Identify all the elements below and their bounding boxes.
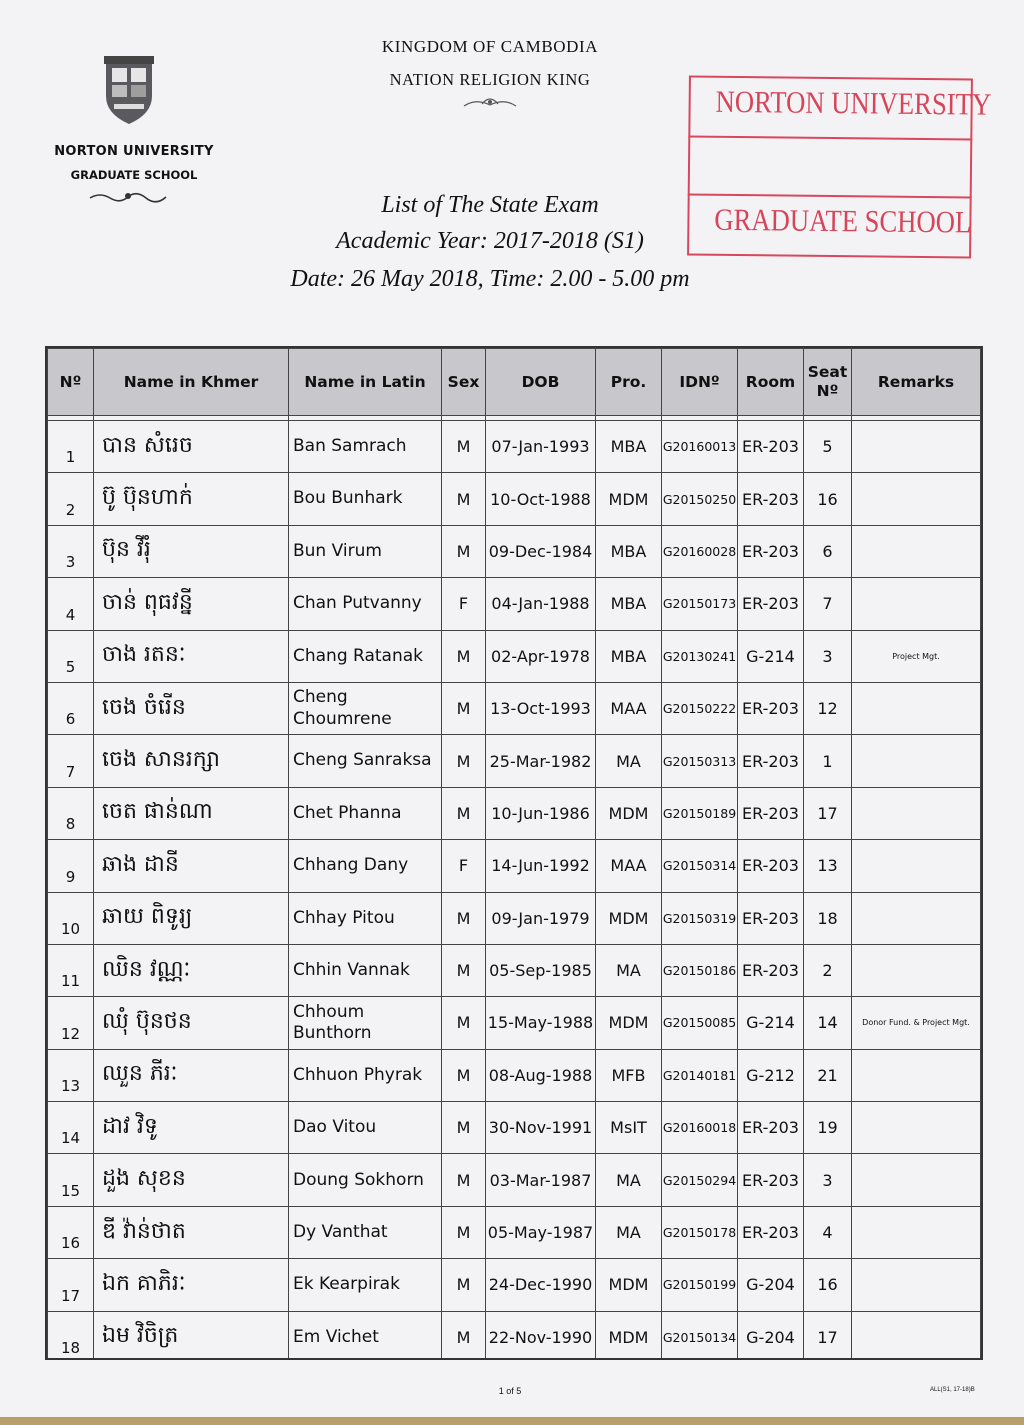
cell-no: 2 xyxy=(48,473,94,525)
table-row xyxy=(48,421,981,473)
col-header-no: Nº xyxy=(48,349,94,416)
cell-seat: 6 xyxy=(804,525,852,577)
document-code: ALL(S1, 17-18)B xyxy=(930,1387,975,1393)
cell-sex: M xyxy=(442,525,486,577)
cell-no: 1 xyxy=(48,421,94,473)
col-header-room: Room xyxy=(738,349,804,416)
table-row xyxy=(48,578,981,630)
cell-remarks: Project Mgt. xyxy=(852,630,981,682)
cell-no: 8 xyxy=(48,787,94,839)
cell-dob: 10-Oct-1988 xyxy=(486,473,596,525)
cell-dob: 07-Jan-1993 xyxy=(486,421,596,473)
cell-name-latin: Chet Phanna xyxy=(289,787,442,839)
cell-no: 9 xyxy=(48,840,94,892)
cell-remarks xyxy=(852,1154,981,1206)
cell-sex: M xyxy=(442,1154,486,1206)
cell-remarks xyxy=(852,1102,981,1154)
table-row xyxy=(48,1154,981,1206)
col-header-name-khmer: Name in Khmer xyxy=(94,349,289,416)
cell-dob: 05-Sep-1985 xyxy=(486,944,596,996)
cell-idn: G20160013 xyxy=(662,421,738,473)
exam-date-time: Date: 26 May 2018, Time: 2.00 - 5.00 pm xyxy=(290,266,690,292)
cell-sex: M xyxy=(442,421,486,473)
cell-remarks xyxy=(852,578,981,630)
cell-room: ER-203 xyxy=(738,473,804,525)
cell-name-khmer: ប៊ុន វីរុំ xyxy=(94,525,289,577)
norton-university-logo xyxy=(100,52,158,126)
table-row xyxy=(48,1259,981,1311)
kingdom-heading: KINGDOM OF CAMBODIA xyxy=(381,37,599,56)
cell-dob: 03-Mar-1987 xyxy=(486,1154,596,1206)
cell-room: G-204 xyxy=(738,1259,804,1311)
cell-no: 7 xyxy=(48,735,94,787)
cell-room: ER-203 xyxy=(738,840,804,892)
cell-no: 17 xyxy=(48,1259,94,1311)
cell-name-latin: Chhoum Bunthorn xyxy=(289,997,442,1049)
cell-name-latin: Ek Kearpirak xyxy=(289,1259,442,1311)
col-header-sex: Sex xyxy=(442,349,486,416)
cell-seat: 2 xyxy=(804,944,852,996)
cell-idn: G20150199 xyxy=(662,1259,738,1311)
cell-name-latin: Cheng Sanraksa xyxy=(289,735,442,787)
cell-sex: M xyxy=(442,1259,486,1311)
cell-idn: G20150222 xyxy=(662,682,738,734)
cell-sex: M xyxy=(442,997,486,1049)
cell-room: ER-203 xyxy=(738,1154,804,1206)
cell-program: MBA xyxy=(596,525,662,577)
cell-no: 10 xyxy=(48,892,94,944)
table-row xyxy=(48,1049,981,1101)
cell-sex: M xyxy=(442,787,486,839)
cell-idn: G20150294 xyxy=(662,1154,738,1206)
stamp-middle-box xyxy=(688,136,973,199)
cell-name-khmer: ឆាង ដានី xyxy=(94,840,289,892)
ornament-icon xyxy=(88,190,168,204)
cell-sex: M xyxy=(442,682,486,734)
cell-name-latin: Chhay Pitou xyxy=(289,892,442,944)
cell-no: 15 xyxy=(48,1154,94,1206)
cell-name-khmer: ចាង រតនៈ xyxy=(94,630,289,682)
cell-seat: 5 xyxy=(804,421,852,473)
cell-name-khmer: ឈិន វណ្ណៈ xyxy=(94,944,289,996)
cell-name-khmer: ឯម វិចិត្រ xyxy=(94,1311,289,1360)
cell-program: MAA xyxy=(596,682,662,734)
table-row xyxy=(48,840,981,892)
cell-seat: 4 xyxy=(804,1206,852,1258)
cell-room: ER-203 xyxy=(738,735,804,787)
cell-room: G-212 xyxy=(738,1049,804,1101)
cell-seat: 16 xyxy=(804,473,852,525)
cell-sex: M xyxy=(442,1102,486,1154)
cell-dob: 15-May-1988 xyxy=(486,997,596,1049)
cell-no: 11 xyxy=(48,944,94,996)
cell-room: ER-203 xyxy=(738,421,804,473)
cell-name-latin: Dy Vanthat xyxy=(289,1206,442,1258)
cell-sex: M xyxy=(442,735,486,787)
cell-room: ER-203 xyxy=(738,578,804,630)
university-name: NORTON UNIVERSITY xyxy=(54,144,214,159)
cell-seat: 16 xyxy=(804,1259,852,1311)
cell-remarks xyxy=(852,421,981,473)
cell-room: ER-203 xyxy=(738,682,804,734)
table-header-row xyxy=(48,349,981,416)
cell-program: MBA xyxy=(596,421,662,473)
cell-name-khmer: ឈួន ភីរៈ xyxy=(94,1049,289,1101)
cell-dob: 02-Apr-1978 xyxy=(486,630,596,682)
table-row xyxy=(48,1102,981,1154)
cell-idn: G20140181 xyxy=(662,1049,738,1101)
cell-sex: M xyxy=(442,892,486,944)
cell-seat: 12 xyxy=(804,682,852,734)
cell-dob: 10-Jun-1986 xyxy=(486,787,596,839)
cell-remarks xyxy=(852,682,981,734)
cell-idn: G20150314 xyxy=(662,840,738,892)
col-header-remarks: Remarks xyxy=(852,349,981,416)
cell-no: 16 xyxy=(48,1206,94,1258)
cell-remarks: Donor Fund. & Project Mgt. xyxy=(852,997,981,1049)
cell-program: MA xyxy=(596,944,662,996)
cell-idn: G20150319 xyxy=(662,892,738,944)
cell-seat: 3 xyxy=(804,1154,852,1206)
cell-no: 13 xyxy=(48,1049,94,1101)
cell-name-latin: Chhang Dany xyxy=(289,840,442,892)
cell-remarks xyxy=(852,892,981,944)
table-row xyxy=(48,630,981,682)
cell-program: MAA xyxy=(596,840,662,892)
col-header-seat: Seat Nº xyxy=(804,349,852,416)
cell-idn: G20150178 xyxy=(662,1206,738,1258)
cell-dob: 30-Nov-1991 xyxy=(486,1102,596,1154)
cell-name-latin: Chhuon Phyrak xyxy=(289,1049,442,1101)
cell-program: MFB xyxy=(596,1049,662,1101)
table-row xyxy=(48,892,981,944)
page-number: 1 of 5 xyxy=(498,1386,522,1396)
cell-remarks xyxy=(852,525,981,577)
cell-idn: G20150189 xyxy=(662,787,738,839)
cell-name-khmer: ដាវ វិទូ xyxy=(94,1102,289,1154)
cell-room: G-204 xyxy=(738,1311,804,1360)
cell-program: MA xyxy=(596,1206,662,1258)
cell-seat: 21 xyxy=(804,1049,852,1101)
cell-idn: G20130241 xyxy=(662,630,738,682)
cell-idn: G20150186 xyxy=(662,944,738,996)
cell-sex: M xyxy=(442,944,486,996)
school-name: GRADUATE SCHOOL xyxy=(70,168,198,182)
cell-idn: G20150173 xyxy=(662,578,738,630)
cell-no: 18 xyxy=(48,1311,94,1360)
cell-name-khmer: ចេត ផាន់ណា xyxy=(94,787,289,839)
cell-name-khmer: ប៊ូ ប៊ុនហាក់ xyxy=(94,473,289,525)
cell-program: MsIT xyxy=(596,1102,662,1154)
col-header-dob: DOB xyxy=(486,349,596,416)
cell-remarks xyxy=(852,1206,981,1258)
cell-idn: G20160018 xyxy=(662,1102,738,1154)
cell-remarks xyxy=(852,1311,981,1360)
cell-name-latin: Bou Bunhark xyxy=(289,473,442,525)
cell-sex: F xyxy=(442,840,486,892)
center-ornament-icon xyxy=(462,94,518,112)
cell-dob: 08-Aug-1988 xyxy=(486,1049,596,1101)
cell-dob: 24-Dec-1990 xyxy=(486,1259,596,1311)
table-row xyxy=(48,525,981,577)
cell-sex: M xyxy=(442,630,486,682)
cell-name-khmer: ចេង សានរក្សា xyxy=(94,735,289,787)
cell-name-latin: Cheng Choumrene xyxy=(289,682,442,734)
cell-idn: G20160028 xyxy=(662,525,738,577)
cell-room: ER-203 xyxy=(738,1206,804,1258)
cell-program: MDM xyxy=(596,787,662,839)
cell-seat: 7 xyxy=(804,578,852,630)
cell-sex: M xyxy=(442,473,486,525)
cell-dob: 04-Jan-1988 xyxy=(486,578,596,630)
cell-program: MBA xyxy=(596,630,662,682)
cell-room: ER-203 xyxy=(738,525,804,577)
stamp-top-text: NORTON UNIVERSITY xyxy=(715,83,992,122)
cell-dob: 14-Jun-1992 xyxy=(486,840,596,892)
cell-program: MDM xyxy=(596,892,662,944)
cell-no: 14 xyxy=(48,1102,94,1154)
table-row xyxy=(48,735,981,787)
cell-name-khmer: ឯក គាភិរៈ xyxy=(94,1259,289,1311)
cell-program: MDM xyxy=(596,997,662,1049)
cell-dob: 09-Dec-1984 xyxy=(486,525,596,577)
cell-sex: M xyxy=(442,1049,486,1101)
cell-name-latin: Bun Virum xyxy=(289,525,442,577)
cell-name-khmer: ឆាយ ពិទូរ្យ xyxy=(94,892,289,944)
cell-seat: 1 xyxy=(804,735,852,787)
cell-room: G-214 xyxy=(738,997,804,1049)
cell-program: MDM xyxy=(596,473,662,525)
cell-name-khmer: បាន សំរេច xyxy=(94,421,289,473)
cell-room: G-214 xyxy=(738,630,804,682)
document-title: List of The State Exam xyxy=(381,192,599,218)
cell-remarks xyxy=(852,944,981,996)
cell-room: ER-203 xyxy=(738,892,804,944)
cell-seat: 14 xyxy=(804,997,852,1049)
table-row xyxy=(48,787,981,839)
cell-sex: M xyxy=(442,1206,486,1258)
cell-program: MBA xyxy=(596,578,662,630)
table-row xyxy=(48,944,981,996)
cell-room: ER-203 xyxy=(738,1102,804,1154)
cell-name-khmer: ចេង ចំរើន xyxy=(94,682,289,734)
cell-program: MDM xyxy=(596,1311,662,1360)
cell-name-latin: Chan Putvanny xyxy=(289,578,442,630)
cell-seat: 17 xyxy=(804,787,852,839)
cell-dob: 22-Nov-1990 xyxy=(486,1311,596,1360)
cell-name-latin: Doung Sokhorn xyxy=(289,1154,442,1206)
cell-dob: 13-Oct-1993 xyxy=(486,682,596,734)
cell-program: MA xyxy=(596,735,662,787)
cell-remarks xyxy=(852,1259,981,1311)
cell-room: ER-203 xyxy=(738,944,804,996)
cell-name-latin: Chang Ratanak xyxy=(289,630,442,682)
cell-seat: 19 xyxy=(804,1102,852,1154)
cell-name-latin: Em Vichet xyxy=(289,1311,442,1360)
table-row xyxy=(48,1206,981,1258)
col-header-program: Pro. xyxy=(596,349,662,416)
cell-no: 4 xyxy=(48,578,94,630)
cell-remarks xyxy=(852,787,981,839)
cell-name-khmer: ដួង សុខន xyxy=(94,1154,289,1206)
cell-name-latin: Dao Vitou xyxy=(289,1102,442,1154)
table-row xyxy=(48,997,981,1049)
table-row xyxy=(48,1311,981,1360)
cell-name-khmer: ឈុំ ប៊ុនថន xyxy=(94,997,289,1049)
national-motto: NATION RELIGION KING xyxy=(389,70,591,89)
cell-name-latin: Ban Samrach xyxy=(289,421,442,473)
academic-year: Academic Year: 2017-2018 (S1) xyxy=(336,228,644,254)
cell-dob: 09-Jan-1979 xyxy=(486,892,596,944)
cell-idn: G20150134 xyxy=(662,1311,738,1360)
cell-remarks xyxy=(852,840,981,892)
cell-remarks xyxy=(852,473,981,525)
cell-sex: M xyxy=(442,1311,486,1360)
cell-seat: 17 xyxy=(804,1311,852,1360)
cell-no: 6 xyxy=(48,682,94,734)
exam-list-table xyxy=(45,346,983,1360)
cell-seat: 18 xyxy=(804,892,852,944)
cell-room: ER-203 xyxy=(738,787,804,839)
cell-name-khmer: ឌី វ៉ាន់ថាត xyxy=(94,1206,289,1258)
cell-idn: G20150250 xyxy=(662,473,738,525)
cell-no: 3 xyxy=(48,525,94,577)
cell-idn: G20150085 xyxy=(662,997,738,1049)
table-row xyxy=(48,682,981,734)
cell-remarks xyxy=(852,735,981,787)
col-header-name-latin: Name in Latin xyxy=(289,349,442,416)
table-row xyxy=(48,473,981,525)
cell-name-latin: Chhin Vannak xyxy=(289,944,442,996)
stamp-bottom-text: GRADUATE SCHOOL xyxy=(714,201,972,240)
cell-no: 5 xyxy=(48,630,94,682)
cell-program: MA xyxy=(596,1154,662,1206)
cell-dob: 05-May-1987 xyxy=(486,1206,596,1258)
cell-sex: F xyxy=(442,578,486,630)
cell-idn: G20150313 xyxy=(662,735,738,787)
cell-seat: 13 xyxy=(804,840,852,892)
cell-program: MDM xyxy=(596,1259,662,1311)
cell-dob: 25-Mar-1982 xyxy=(486,735,596,787)
scan-edge xyxy=(0,1417,1024,1425)
cell-name-khmer: ចាន់ ពុធវន្នី xyxy=(94,578,289,630)
cell-no: 12 xyxy=(48,997,94,1049)
col-header-idn: IDNº xyxy=(662,349,738,416)
cell-remarks xyxy=(852,1049,981,1101)
cell-seat: 3 xyxy=(804,630,852,682)
